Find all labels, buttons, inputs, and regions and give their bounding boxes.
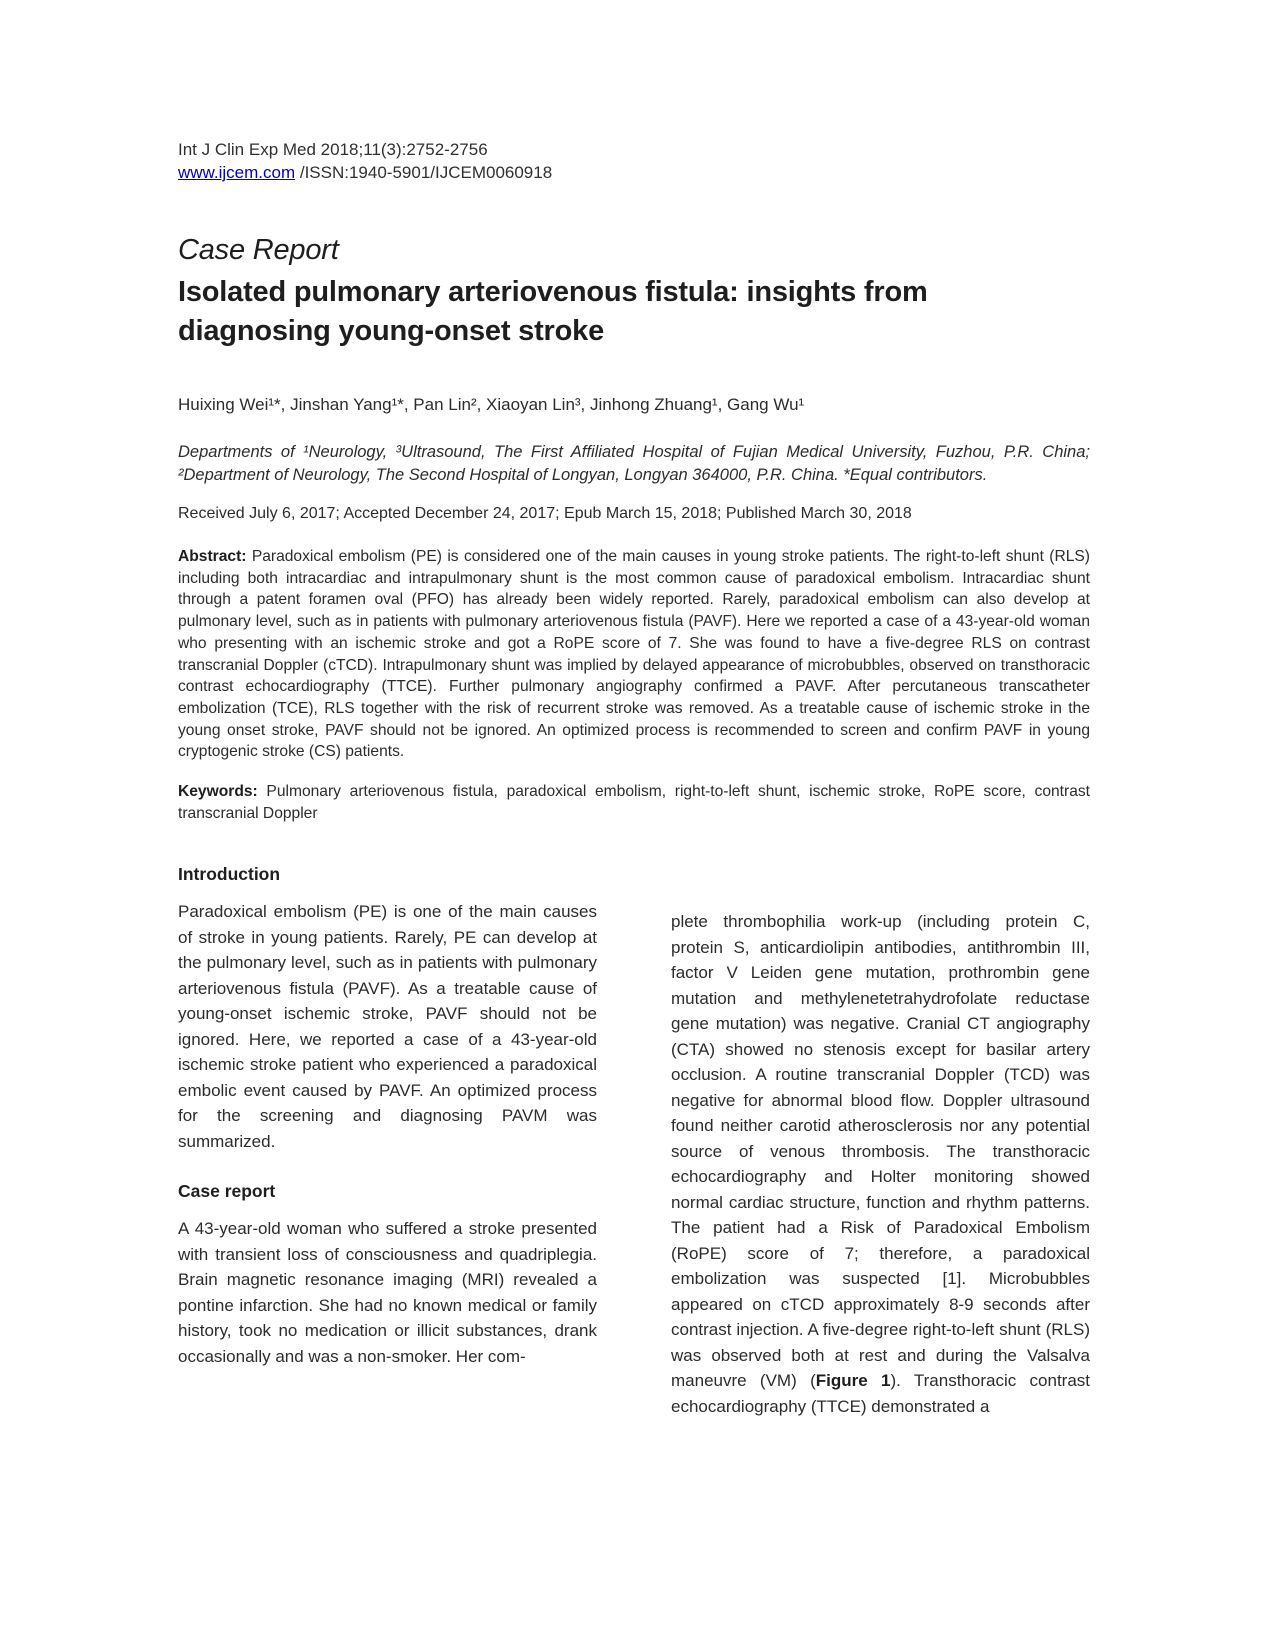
figure-reference: Figure 1 [815,1371,891,1391]
keywords-paragraph [178,781,1090,824]
article-title: Isolated pulmonary arteriovenous fistula: insights from diagnosing young-onset stroke [178,276,928,347]
case-report-heading: Case report [178,1181,276,1202]
journal-issn-line [178,161,1090,184]
section-label: Case Report [178,234,339,266]
left-column [178,864,597,1419]
case-report-paragraph-continued [671,909,1090,1419]
journal-citation-line: Int J Clin Exp Med 2018;11(3):2752-2756 [178,140,488,159]
issn-text: /ISSN:1940-5901/IJCEM0060918 [295,163,553,182]
case-report-text-after-figure: ). Transthoracic contrast echocardiography (TTCE) demonstrated a [671,1371,1091,1416]
right-column [671,864,1090,1419]
two-column-body [178,864,1090,1419]
journal-website-link[interactable]: www.ijcem.com [178,163,296,182]
introduction-heading: Introduction [178,864,281,885]
introduction-paragraph: Paradoxical embolism (PE) is one of the main causes of stroke in young patients. Rarely, PE can develop at the pulmonary level, such as in patients with pulmonary arteriovenous fistula (PAVF). As a treatable cause of young-onset ischemic stroke, PAVF should not be ignored. Here, we reported a case of a 43-year-old ischemic stroke patient who experienced a paradoxical embolic event caused by PAVF. An optimized process for the screening and diagnosing PAVM was summarized. [178,902,597,1151]
abstract-paragraph [178,546,1090,763]
article-page [178,0,1090,1419]
abstract-text: Paradoxical embolism (PE) is considered one of the main causes in young stroke patients. The right-to-left shunt (RLS) including both intracardiac and intrapulmonary shunt is the most common cause of paradoxical embolism. Intracardiac shunt through a patent foramen oval (PFO) has already been widely reported. Rarely, paradoxical embolism can also develop at pulmonary level, such as in patients with pulmonary arteriovenous fistula (PAVF). Here we reported a case of a 43-year-old woman who presenting with an ischemic stroke and got a RoPE score of 7. She was found to have a five-degree RLS on contrast transcranial Doppler (cTCD). Intrapulmonary shunt was implied by delayed appearance of microbubbles, observed on transthoracic contrast echocardiography (TTCE). Further pulmonary angiography confirmed a PAVF. After percutaneous transcatheter embolization (TCE), RLS together with the risk of recurrent stroke was removed. As a treatable cause of ischemic stroke in the young onset stroke, PAVF should not be ignored. An optimized process is recommended to screen and confirm PAVF in young cryptogenic stroke (CS) patients. [178,548,1090,761]
keywords-text: Pulmonary arteriovenous fistula, paradoxical embolism, right-to-left shunt, ischemic stroke, RoPE score, contrast transcranial Doppler [178,783,1090,822]
case-report-paragraph: A 43-year-old woman who suffered a stroke presented with transient loss of consciousness and quadriplegia. Brain magnetic resonance imaging (MRI) revealed a pontine infarction. She had no known medical or family history, took no medication or illicit substances, drank occasionally and was a non-smoker. Her com- [178,1219,597,1366]
affiliations: Departments of ¹Neurology, ³Ultrasound, The First Affiliated Hospital of Fujian Medical University, Fuzhou, P.R. China; ²Department of Neurology, The Second Hospital of Longyan, Longyan 364000, P.R. China. *Equal contributors. [178,443,1090,484]
keywords-label: Keywords: [178,783,258,801]
publication-dates: Received July 6, 2017; Accepted December 24, 2017; Epub March 15, 2018; Published March 30, 2018 [178,505,912,522]
abstract-label: Abstract: [178,548,247,565]
case-report-text-before-figure: plete thrombophilia work-up (including protein C, protein S, anticardiolipin antibodies, antithrombin III, factor V Leiden gene mutation, prothrombin gene mutation and methylenetetrahydrofolate reductase gene mutation) was negative. Cranial CT angiography (CTA) showed no stenosis except for basilar artery occlusion. A routine transcranial Doppler (TCD) was negative for abnormal blood flow. Doppler ultrasound found neither carotid atherosclerosis nor any potential source of venous thrombosis. The transthoracic echocardiography and Holter monitoring showed normal cardiac structure, function and rhythm patterns. The patient had a Risk of Paradoxical Embolism (RoPE) score of 7; therefore, a paradoxical embolization was suspected [1]. Microbubbles appeared on cTCD approximately 8-9 seconds after contrast injection. A five-degree right-to-left shunt (RLS) was observed both at rest and during the Valsalva maneuvre (VM) ( [671,912,1090,1391]
author-list: Huixing Wei¹*, Jinshan Yang¹*, Pan Lin², Xiaoyan Lin³, Jinhong Zhuang¹, Gang Wu¹ [178,395,805,414]
journal-reference [178,138,1090,184]
